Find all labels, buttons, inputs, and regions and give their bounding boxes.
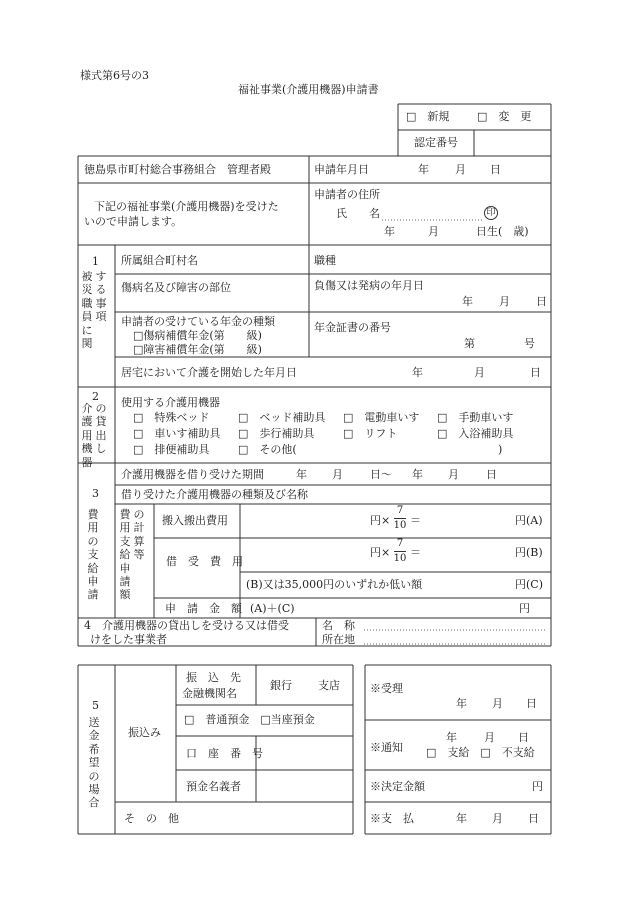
payment-day: 日 [528, 812, 539, 825]
carry-yen-a: 円(A) [515, 514, 543, 527]
branch-text: 支店 [318, 679, 340, 692]
apply-date-month: 月 [455, 163, 466, 176]
equip-bed-aid[interactable]: □ ベッド補助具 [238, 411, 326, 424]
apply-amount-yen: 円 [519, 602, 530, 615]
equip-other[interactable]: □ その他( [238, 443, 297, 456]
rent-cost-label: 借 受 費 用 [166, 555, 243, 568]
lower-yen-c: 円(C) [515, 578, 543, 591]
account-number-label: 口 座 番 号 [186, 747, 263, 760]
equip-manual-wheelchair[interactable]: □ 手動車いす [437, 411, 514, 424]
section1-title-right: する事項 [95, 270, 107, 324]
equip-electric-wheelchair[interactable]: □ 電動車いす [343, 411, 420, 424]
period-label: 介護用機器を借り受けた期間 [121, 468, 264, 481]
carry-yen-times: 円× [370, 514, 391, 527]
carry-frac-num: 7 [396, 505, 404, 516]
section4-label-line1: 4 介護用機器の貸出しを受ける又は借受 [84, 619, 289, 632]
rent-frac-line [394, 551, 406, 552]
care-start-month: 月 [474, 366, 485, 379]
transfer-label: 振込み [128, 726, 161, 739]
decided-amount-yen: 円 [532, 780, 543, 793]
receipt-day: 日 [526, 697, 537, 710]
bank-text: 銀行 [270, 679, 292, 692]
bank-label-line1: 振 込 先 [186, 671, 241, 684]
onset-month: 月 [499, 295, 510, 308]
onset-label: 負傷又は発病の年月日 [314, 279, 424, 292]
apply-date-day: 日 [490, 163, 501, 176]
apply-date-label: 申請年月日 [314, 163, 369, 176]
apply-amount-label: 申 請 金 額 [165, 602, 242, 615]
carry-equals: ＝ [410, 514, 421, 527]
onset-year: 年 [462, 295, 473, 308]
address-label: 申請者の住所 [314, 188, 380, 201]
pension-option-2[interactable]: □障害補償年金(第 級) [133, 343, 262, 356]
payment-label: ※支 払 [370, 812, 414, 825]
injury-label: 傷病名及び障害の部位 [121, 281, 231, 294]
seal-mark: 印 [484, 206, 498, 220]
equip-label: 使用する介護用機器 [121, 396, 220, 409]
payment-year: 年 [456, 812, 467, 825]
receipt-month: 月 [492, 697, 503, 710]
calc-title-right: の計算等 [133, 508, 145, 562]
equip-toilet-aid[interactable]: □ 排便補助具 [133, 443, 210, 456]
borrowed-label: 借り受けた介護用機器の種類及び名称 [121, 488, 308, 501]
pension-cert-dai: 第 [464, 337, 475, 350]
rent-frac-num: 7 [396, 538, 404, 549]
period-to-year: 年 [412, 468, 423, 481]
care-start-label: 居宅において介護を開始した年月日 [121, 366, 297, 379]
form-title: 福祉事業(介護用機器)申請書 [238, 83, 379, 96]
section2-title-right: の貸出し [95, 402, 107, 456]
request-text-line2: いので申請します。 [84, 215, 183, 228]
account-number-field[interactable] [260, 741, 350, 767]
type-new-checkbox[interactable]: □ 新規 [406, 110, 450, 123]
bank-label-line2: 金融機関名 [182, 687, 237, 700]
receipt-label: ※受理 [370, 682, 403, 695]
account-name-field[interactable] [260, 774, 350, 800]
form-number: 様式第6号の3 [80, 69, 149, 82]
rent-equals: ＝ [410, 546, 421, 559]
notice-month: 月 [484, 731, 495, 744]
section2-number: 2 [92, 390, 99, 403]
name-label: 氏 名 [336, 207, 380, 220]
section1-number: 1 [92, 255, 99, 268]
section5-title: 送金希望の場合 [88, 716, 100, 810]
rent-yen-b: 円(B) [515, 546, 543, 559]
account-name-label: 預金名義者 [186, 780, 241, 793]
other-label: そ の 他 [124, 812, 179, 825]
business-name-label: 名 称 [322, 619, 355, 632]
notice-day: 日 [518, 731, 529, 744]
birth-year: 年 [384, 225, 395, 238]
deposit-type-options[interactable]: □ 普通預金 □当座預金 [184, 713, 315, 726]
cert-number-label: 認定番号 [414, 136, 458, 149]
period-from-month: 月 [332, 468, 343, 481]
pension-label: 申請者の受けている年金の種類 [121, 315, 275, 328]
section5-number: 5 [92, 699, 99, 712]
decided-amount-label: ※決定金額 [370, 780, 425, 793]
section3-number: 3 [92, 487, 99, 500]
notice-label: ※通知 [370, 741, 403, 754]
pension-cert-go: 号 [524, 337, 535, 350]
cert-number-field[interactable] [478, 134, 548, 152]
rent-yen-times: 円× [370, 546, 391, 559]
business-address-label: 所在地 [322, 633, 355, 646]
equip-wheelchair-aid[interactable]: □ 車いす補助具 [133, 427, 221, 440]
birth-month: 月 [428, 225, 439, 238]
section2-title-left: 介護用機器 [81, 402, 93, 469]
period-to-month: 月 [448, 468, 459, 481]
care-start-year: 年 [412, 366, 423, 379]
care-start-day: 日 [530, 366, 541, 379]
section4-label-line2: けをした事業者 [90, 633, 167, 646]
receipt-year: 年 [456, 697, 467, 710]
equip-walking-aid[interactable]: □ 歩行補助具 [238, 427, 315, 440]
equip-lift[interactable]: □ リフト [343, 427, 398, 440]
calc-title-left: 費用支給申請額 [119, 508, 131, 602]
birth-day-age: 日生( 歳) [476, 225, 529, 238]
carry-frac-line [394, 518, 406, 519]
period-from-year: 年 [296, 468, 307, 481]
job-label: 職種 [314, 254, 336, 267]
period-to-day: 日 [486, 468, 497, 481]
equip-other-close: ) [498, 443, 503, 456]
payment-month: 月 [492, 812, 503, 825]
carry-frac-den: 10 [393, 520, 407, 531]
section1-title-left: 被災職員に関 [81, 270, 93, 351]
period-tilde: 日〜 [370, 468, 392, 481]
addressee: 徳島県市町村総合事務組合 管理者殿 [84, 163, 271, 176]
pension-option-1[interactable]: □傷病補償年金(第 級) [133, 329, 262, 342]
request-text-line1: 下記の福祉事業(介護用機器)を受けた [94, 200, 279, 213]
pension-cert-label: 年金証書の番号 [314, 321, 391, 334]
equip-special-bed[interactable]: □ 特殊ベッド [133, 411, 210, 424]
equip-bath-aid[interactable]: □ 入浴補助具 [437, 427, 514, 440]
type-change-checkbox[interactable]: □ 変 更 [477, 110, 532, 123]
lower-amount-label: (B)又は35,000円のいずれか低い額 [246, 578, 423, 591]
rent-frac-den: 10 [393, 553, 407, 564]
section3-title: 費用の支給申請 [87, 508, 99, 602]
onset-day: 日 [536, 295, 547, 308]
notice-options[interactable]: □ 支給 □ 不支給 [426, 746, 535, 759]
notice-year: 年 [446, 731, 457, 744]
apply-amount-formula: (A)＋(C) [250, 602, 295, 615]
org-label: 所属組合町村名 [121, 254, 198, 267]
apply-date-year: 年 [418, 163, 429, 176]
carry-cost-label: 搬入搬出費用 [162, 514, 228, 527]
